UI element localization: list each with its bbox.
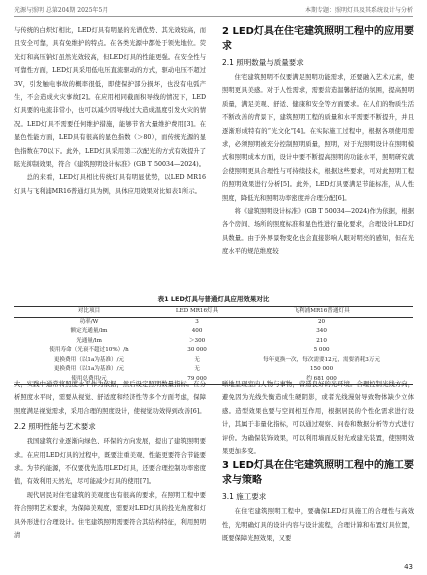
table-cell: 210 xyxy=(316,337,327,344)
journal-info: 光源与照明 总第204期 2025年5月 xyxy=(14,7,109,14)
comparison-table xyxy=(14,306,413,385)
table-cell: 约 681 000 xyxy=(306,375,337,382)
section-heading: 3 LED灯具在住宅建筑照明工程中的施工要求与策略 xyxy=(222,460,414,487)
table-cell: 光通量/lm xyxy=(76,337,102,344)
subsection-heading: 2.2 照明性能与艺术要求 xyxy=(14,422,96,432)
table-cell: 无 xyxy=(194,356,200,363)
column-header: LED MR16灯具 xyxy=(175,308,219,314)
table-cell: 30 000 xyxy=(187,347,207,353)
table-cell: 150 000 xyxy=(310,366,334,372)
table-row xyxy=(14,327,413,337)
right-column-top xyxy=(222,24,414,259)
subsection-heading: 3.1 施工要求 xyxy=(222,492,267,502)
page-number: 43 xyxy=(404,563,413,571)
table-row xyxy=(14,365,413,375)
table-cell: 3 xyxy=(195,318,199,325)
table-caption: 表1 LED灯具与普通灯具应用效果对比 xyxy=(157,295,270,303)
table-row xyxy=(14,346,413,356)
table-cell: 更换费用（以1a为基准）/元 xyxy=(53,366,125,372)
table-cell: 20 xyxy=(318,318,326,325)
left-column-top xyxy=(14,24,206,198)
paragraph: 现代居民对住宅建筑的美观度也有很高的要求，在照明工程中要符合照明艺术要求，为保障美观度，需要对LED灯具的投光角度和灯具外形进行合理设计。住宅建筑照明需要符合其结构特征，利用照明清 xyxy=(14,491,206,540)
page-header xyxy=(0,0,427,18)
table-cell: 400 xyxy=(191,328,203,334)
paragraph: 我国建筑行业逐渐向绿色、环保的方向发展，提出了建筑照明要求。在应用LED灯具的过程中，既要注重美观、性能更要符合节能要求。为节约能源，不仅要优先选用LED灯具，还要合理控制功率密度值，有效利用天然光，尽可能减少灯具的使用[7]。 xyxy=(14,438,206,486)
paragraph: 将《建筑照明设计标准》(GB T 50034—2024)作为依据，根据各个房间、场所的照度标准和显色性进行量化要求，合理设计LED灯具数量。由于外界景物变化也会直接影响人眼对明亮的感知，但在光度水平的规范维度较 xyxy=(222,208,414,256)
table-cell: 79 000 xyxy=(187,375,207,382)
paragraph: 大，实践中通常将照度水平作为依据，然后设定照明数量指标。在分析照度水平时，需要从视觉、舒适度和经济性等多个方面考虑，保障照度满足视觉需求，采用合理的照度设计，使视觉功效得到改善[6]。 xyxy=(14,381,206,415)
left-column-bottom xyxy=(14,378,206,542)
column-header: 对比项目 xyxy=(77,308,101,314)
table-row xyxy=(14,356,413,366)
table-cell: 5 000 xyxy=(313,347,330,353)
paragraph: 住宅建筑照明不仅要满足照明功能需求，还要融入艺术元素，使照明更具美感。对于人性需求，需要营造温馨舒适的氛围，提高照明质量，满足美观、舒适、健康和安全等方面要求。在人们的物质生活不断改善的背景下，建筑照明工程的质量和水平需要不断提升，并且逐渐形成特有的“光文化”[4]。在实际施工过程中，根据各项使用需求，必须照明被充分控制照明质量，照明，对于光照明设计在照明模式和照明成本方面，设计中要不断提高照明的功能水平，照明研究就会使照明更具合理性与可持续技术，根据这些要求，可对此照明工程的照明效果进行分析[5]。此外，LED灯具要满足节能标准，从人性照度，降低光和照明功率密度并合理分配[6]。 xyxy=(222,74,414,202)
table-cell: 无 xyxy=(194,366,200,372)
table-cell: 使用总费用/元 xyxy=(71,375,107,382)
table-cell: 使用寿命（光衰不超过10%）/h xyxy=(49,347,129,353)
table-cell: ＞300 xyxy=(188,337,206,344)
section-heading: 2 LED灯具在住宅建筑照明工程中的应用要求 xyxy=(222,26,414,52)
paragraph: 在住宅建筑照明工程中，要确保LED灯具施工的合理性与高效性，光明确灯具的设计内容与设计流程，合理计算和布置灯具位置，既要保障光照效果，又要 xyxy=(222,508,414,543)
table-cell: 功率/W xyxy=(79,318,99,325)
issue-topic: 本期专题：照明灯具及其系统设计与分析 xyxy=(304,7,413,14)
paragraph: 与传统的白炽灯相比，LED灯具有明显的光谱优势、其光效较高，而且安全可靠，具有免维护的特点。在各类光源中都处于领先地位。荧光灯和高压钠灯虽然光效较高，但LED灯具的性能更强。在安全性与可靠性方面，LED灯具采用低电压直流驱动的方式，驱动电压不超过3V，引发触电事故的概率很低，即使保护部分损坏，也没有电弧产生，不会造成火灾事故[2]。在应用相同截面积导线的情况下，LED灯具要的电流非常小，也可以减少因导线过大造成温度引发火灾的情况。LED灯具不需要任何维护措施，能够节省大量维护费用[3]。在显色性能方面，LED具有很高的显色指数（＞80），而传统光源的显色指数在70以下。此外，LED灯具采用第二次配光的方式有效提升了眩光抑制效果，符合《建筑照明设计标准》(GB T 50034—2024)。 xyxy=(14,27,206,169)
table-header-row xyxy=(14,307,413,318)
right-column-bottom xyxy=(222,378,414,546)
table-cell: 340 xyxy=(316,328,327,334)
paragraph: 总的来看，LED灯具相比传统灯具有明显优势，以LED MR16灯具与飞利浦MR16普通灯具为例，具体应用效果对比如表1所示。 xyxy=(14,174,206,195)
table-row xyxy=(14,317,413,327)
paragraph: 晰地呈现室内人物与事物，营造良好的光环境。合理控制光线方向，避免因为光线失衡造成生硬阴影，或者光线漫射导致物体缺少立体感。造型效果也要与空间相互作用，根据居民的个性化需求进行设计，其属于非量化指标，可以通过观察、问卷和数据分析等方式进行评价。为确保装饰效果，可以利用墙面反射光或建光装置，使照明效果更加多变。 xyxy=(222,381,414,456)
column-header: 飞利浦MR16普通灯具 xyxy=(293,308,350,314)
subsection-heading: 2.1 照明数量与质量要求 xyxy=(222,58,304,67)
table-cell: 每年更换一次，每次需要12元，需要消耗3万元 xyxy=(263,356,381,363)
table-row xyxy=(14,337,413,347)
table-cell: 更换费用（以1a为基准）/元 xyxy=(53,356,125,363)
header-rule xyxy=(14,16,413,17)
table-cell: 额定光通量/lm xyxy=(70,328,108,334)
